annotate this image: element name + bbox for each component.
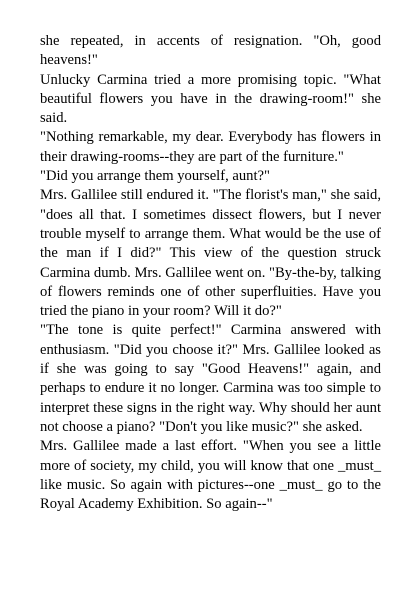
paragraph-2: Unlucky Carmina tried a more promising topic. "What beautiful flowers you have in the drawing-room!" she said. — [40, 71, 381, 127]
paragraph-7: Mrs. Gallilee made a last effort. "When you see a little more of society, my child, you will know that one _must_ like music. So again with pictures--one _must_ go to the Royal Academy Exhibition. So again--" — [40, 438, 381, 513]
paragraph-1: she repeated, in accents of resignation. "Oh, good heavens!" — [40, 33, 381, 69]
paragraph-3: "Nothing remarkable, my dear. Everybody has flowers in their drawing-rooms--they are part of the furniture." — [40, 129, 381, 165]
book-page-text — [40, 32, 381, 514]
paragraph-4: "Did you arrange them yourself, aunt?" — [40, 168, 270, 185]
paragraph-5: Mrs. Gallilee still endured it. "The florist's man," she said, "does all that. I sometimes dissect flowers, but I never trouble myself to arrange them. What would be the use of the man if I did?" This view of the question struck Carmina dumb. Mrs. Gallilee went on. "By-the-by, talking of flowers reminds one of other superfluities. Have you tried the piano in your room? Will it do?" — [40, 187, 382, 320]
paragraph-6: "The tone is quite perfect!" Carmina answered with enthusiasm. "Did you choose it?" Mrs. Gallilee looked as if she was going to say "Good Heavens!" again, and perhaps to endure it no longer. Carmina was too simple to interpret these signs in the right way. Why should her aunt not choose a piano? "Don't you like music?" she asked. — [40, 322, 381, 435]
